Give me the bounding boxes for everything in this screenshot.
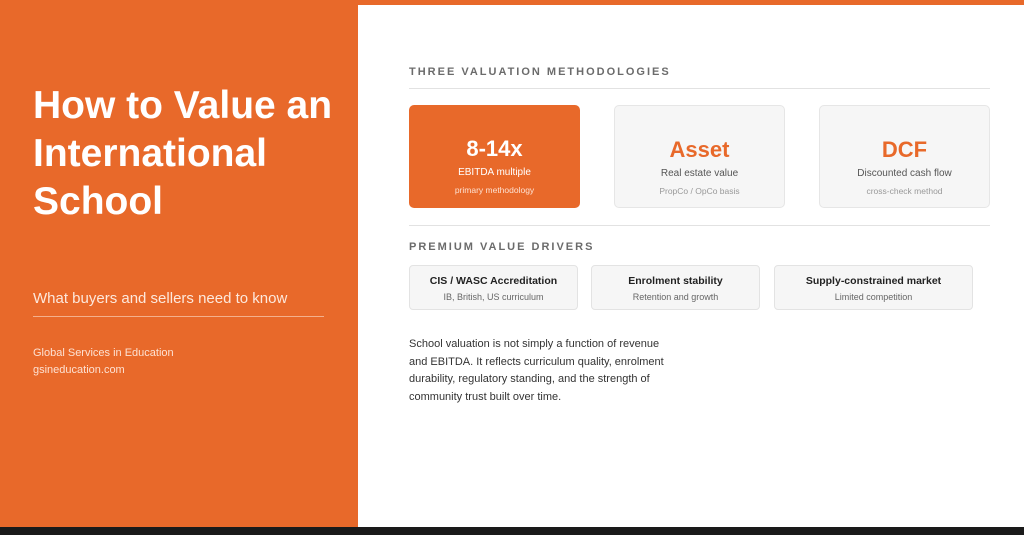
- driver-subtitle: Retention and growth: [632, 292, 719, 302]
- bottom-bar: [0, 527, 1024, 535]
- method-note: primary methodology: [454, 185, 535, 195]
- methodologies-rule: [409, 88, 990, 89]
- page-title: How to Value an International School: [33, 84, 333, 223]
- methodologies-heading: THREE VALUATION METHODOLOGIES: [409, 66, 671, 78]
- driver-title: CIS / WASC Accreditation: [429, 275, 558, 287]
- method-card-ebitda: [409, 105, 580, 208]
- driver-title: Supply-constrained market: [805, 275, 942, 287]
- organization-name: Global Services in Education: [33, 347, 174, 359]
- driver-title: Enrolment stability: [628, 275, 723, 287]
- method-note: PropCo / OpCo basis: [659, 186, 740, 196]
- method-label: EBITDA multiple: [458, 167, 531, 178]
- summary-paragraph: School valuation is not simply a function of revenue and EBITDA. It reflects curriculum quality, enrolment durability, regulatory standing, and the strength of community trust built over time.: [409, 338, 664, 403]
- method-headline: DCF: [881, 137, 928, 162]
- method-label: Real estate value: [660, 168, 739, 179]
- method-headline: 8-14x: [466, 136, 523, 161]
- hero-panel: [0, 0, 358, 527]
- driver-card-enrolment: [591, 265, 760, 310]
- method-label: Discounted cash flow: [857, 168, 952, 179]
- driver-subtitle: Limited competition: [834, 292, 913, 302]
- method-headline: Asset: [669, 137, 730, 162]
- driver-card-market: [774, 265, 973, 310]
- method-card-dcf: [819, 105, 990, 208]
- driver-subtitle: IB, British, US curriculum: [443, 292, 544, 302]
- driver-card-accreditation: [409, 265, 578, 310]
- page-subtitle: What buyers and sellers need to know: [33, 290, 288, 307]
- hero-divider: [33, 316, 324, 317]
- method-card-asset: [614, 105, 785, 208]
- organization-website: gsineducation.com: [33, 364, 125, 376]
- drivers-heading: PREMIUM VALUE DRIVERS: [409, 241, 595, 253]
- drivers-rule: [409, 225, 990, 226]
- method-note: cross-check method: [866, 186, 943, 196]
